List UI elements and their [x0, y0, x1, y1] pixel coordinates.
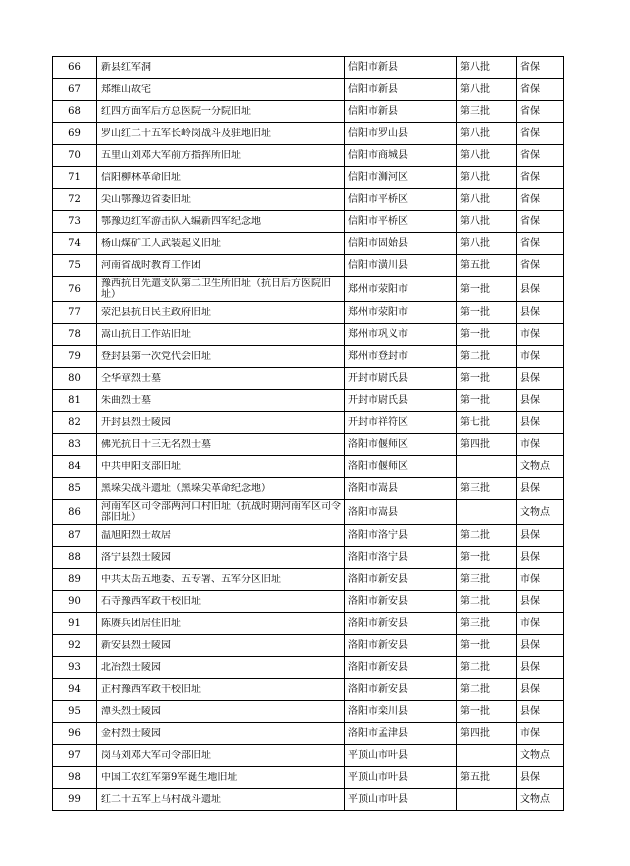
protection-level: 市保 — [517, 434, 564, 456]
site-name — [97, 500, 345, 525]
site-name-text: 陈赓兵团居住旧址 — [101, 618, 181, 629]
site-name — [97, 167, 345, 189]
protection-batch: 第八批 — [457, 145, 517, 167]
site-name — [97, 745, 345, 767]
protection-batch — [457, 789, 517, 811]
site-location: 信阳市罗山县 — [345, 123, 457, 145]
site-location: 洛阳市嵩县 — [345, 500, 457, 525]
table-row — [53, 591, 564, 613]
protection-batch: 第八批 — [457, 211, 517, 233]
site-name-text: 红二十五军上马村战斗遗址 — [101, 794, 221, 805]
site-location: 洛阳市新安县 — [345, 613, 457, 635]
site-location: 郑州市巩义市 — [345, 324, 457, 346]
site-location: 开封市尉氏县 — [345, 368, 457, 390]
protection-level: 省保 — [517, 189, 564, 211]
site-location: 郑州市登封市 — [345, 346, 457, 368]
site-name — [97, 255, 345, 277]
row-number: 93 — [53, 657, 97, 679]
protection-batch: 第二批 — [457, 525, 517, 547]
site-name-text: 新安县烈士陵园 — [101, 640, 171, 651]
site-location: 平顶山市叶县 — [345, 767, 457, 789]
table-row — [53, 390, 564, 412]
protection-batch: 第一批 — [457, 390, 517, 412]
protection-level: 省保 — [517, 145, 564, 167]
site-name-text: 河南军区司令部两河口村旧址（抗战时期河南军区司令部旧址） — [101, 501, 341, 523]
protection-level: 文物点 — [517, 789, 564, 811]
protection-level: 县保 — [517, 767, 564, 789]
protection-level: 省保 — [517, 101, 564, 123]
protection-batch: 第四批 — [457, 434, 517, 456]
protection-level: 省保 — [517, 233, 564, 255]
protection-level: 市保 — [517, 613, 564, 635]
row-number: 81 — [53, 390, 97, 412]
site-location: 洛阳市洛宁县 — [345, 547, 457, 569]
site-name-text: 新县红军洞 — [101, 62, 151, 73]
site-name — [97, 101, 345, 123]
site-name-text: 北冶烈士陵园 — [101, 662, 161, 673]
table-row — [53, 233, 564, 255]
site-name — [97, 123, 345, 145]
protection-level: 县保 — [517, 478, 564, 500]
protection-batch: 第一批 — [457, 701, 517, 723]
table-row — [53, 723, 564, 745]
site-name — [97, 723, 345, 745]
site-name-text: 石寺豫西军政干校旧址 — [101, 596, 201, 607]
site-name-text: 罗山红二十五军长岭岗战斗及驻地旧址 — [101, 128, 271, 139]
site-name — [97, 277, 345, 302]
row-number: 99 — [53, 789, 97, 811]
row-number: 86 — [53, 500, 97, 525]
row-number: 87 — [53, 525, 97, 547]
site-location: 信阳市潢川县 — [345, 255, 457, 277]
table-row — [53, 123, 564, 145]
row-number: 66 — [53, 57, 97, 79]
protection-batch: 第二批 — [457, 346, 517, 368]
site-name — [97, 635, 345, 657]
table-row — [53, 657, 564, 679]
site-location: 平顶山市叶县 — [345, 745, 457, 767]
site-name — [97, 569, 345, 591]
site-location: 信阳市固始县 — [345, 233, 457, 255]
row-number: 83 — [53, 434, 97, 456]
site-location: 信阳市浉河区 — [345, 167, 457, 189]
table-row — [53, 547, 564, 569]
table-row — [53, 500, 564, 525]
protection-batch — [457, 745, 517, 767]
table-row — [53, 255, 564, 277]
table-row — [53, 167, 564, 189]
protection-batch: 第二批 — [457, 657, 517, 679]
protection-batch: 第五批 — [457, 767, 517, 789]
site-name-text: 佛光抗日十三无名烈士墓 — [101, 439, 211, 450]
table-row — [53, 613, 564, 635]
protection-batch — [457, 456, 517, 478]
site-name — [97, 233, 345, 255]
table-row — [53, 789, 564, 811]
site-location: 洛阳市新安县 — [345, 591, 457, 613]
protection-batch: 第三批 — [457, 478, 517, 500]
site-location: 信阳市平桥区 — [345, 211, 457, 233]
protection-batch: 第一批 — [457, 302, 517, 324]
protection-batch: 第三批 — [457, 613, 517, 635]
protection-level: 县保 — [517, 657, 564, 679]
table-row — [53, 79, 564, 101]
protection-level: 县保 — [517, 277, 564, 302]
site-name-text: 郑维山故宅 — [101, 84, 151, 95]
protection-batch: 第一批 — [457, 324, 517, 346]
table-row — [53, 346, 564, 368]
table-row — [53, 767, 564, 789]
site-location: 信阳市商城县 — [345, 145, 457, 167]
site-name — [97, 547, 345, 569]
site-name-text: 鄂豫边红军游击队入编新四军纪念地 — [101, 216, 261, 227]
table-row — [53, 211, 564, 233]
site-name-text: 温旭阳烈士故居 — [101, 530, 171, 541]
site-name-text: 荥汜县抗日民主政府旧址 — [101, 307, 211, 318]
protection-batch: 第八批 — [457, 123, 517, 145]
protection-level: 省保 — [517, 255, 564, 277]
table-row — [53, 679, 564, 701]
protection-batch: 第一批 — [457, 368, 517, 390]
row-number: 82 — [53, 412, 97, 434]
site-name — [97, 79, 345, 101]
protection-level: 市保 — [517, 569, 564, 591]
row-number: 72 — [53, 189, 97, 211]
protection-batch: 第八批 — [457, 189, 517, 211]
row-number: 68 — [53, 101, 97, 123]
site-name-text: 中共太岳五地委、五专署、五军分区旧址 — [101, 574, 281, 585]
protection-level: 县保 — [517, 390, 564, 412]
site-name — [97, 412, 345, 434]
site-location: 洛阳市新安县 — [345, 635, 457, 657]
site-location: 信阳市新县 — [345, 57, 457, 79]
row-number: 69 — [53, 123, 97, 145]
protection-level: 县保 — [517, 701, 564, 723]
row-number: 90 — [53, 591, 97, 613]
site-location: 郑州市荥阳市 — [345, 302, 457, 324]
site-name-text: 尖山鄂豫边省委旧址 — [101, 194, 191, 205]
site-location: 开封市祥符区 — [345, 412, 457, 434]
row-number: 74 — [53, 233, 97, 255]
site-name-text: 河南省战时教育工作团 — [101, 260, 201, 271]
site-location: 洛阳市偃师区 — [345, 434, 457, 456]
site-name-text: 红四方面军后方总医院一分院旧址 — [101, 106, 251, 117]
protection-level: 文物点 — [517, 745, 564, 767]
protection-batch: 第二批 — [457, 679, 517, 701]
site-name — [97, 789, 345, 811]
table-row — [53, 701, 564, 723]
site-name — [97, 211, 345, 233]
site-name — [97, 189, 345, 211]
site-name-text: 洛宁县烈士陵园 — [101, 552, 171, 563]
table-row — [53, 412, 564, 434]
site-name — [97, 478, 345, 500]
site-name — [97, 368, 345, 390]
protection-level: 县保 — [517, 525, 564, 547]
row-number: 76 — [53, 277, 97, 302]
protection-level: 市保 — [517, 723, 564, 745]
protection-level: 市保 — [517, 324, 564, 346]
site-name — [97, 434, 345, 456]
table-row — [53, 525, 564, 547]
sites-table — [52, 56, 564, 811]
site-name — [97, 324, 345, 346]
table-row — [53, 635, 564, 657]
row-number: 96 — [53, 723, 97, 745]
site-name — [97, 657, 345, 679]
site-name — [97, 456, 345, 478]
site-name-text: 黑垛尖战斗遗址（黑垛尖革命纪念地） — [101, 483, 271, 494]
site-name-text: 仝华章烈士墓 — [101, 373, 161, 384]
protection-level: 省保 — [517, 211, 564, 233]
row-number: 88 — [53, 547, 97, 569]
site-name — [97, 57, 345, 79]
protection-batch: 第八批 — [457, 57, 517, 79]
table-row — [53, 456, 564, 478]
row-number: 98 — [53, 767, 97, 789]
row-number: 92 — [53, 635, 97, 657]
protection-batch: 第三批 — [457, 101, 517, 123]
row-number: 94 — [53, 679, 97, 701]
site-name-text: 朱曲烈士墓 — [101, 395, 151, 406]
site-name — [97, 701, 345, 723]
site-name-text: 岗马刘邓大军司令部旧址 — [101, 750, 211, 761]
protection-level: 省保 — [517, 57, 564, 79]
table-row — [53, 145, 564, 167]
protection-level: 县保 — [517, 412, 564, 434]
site-location: 信阳市平桥区 — [345, 189, 457, 211]
site-name — [97, 767, 345, 789]
site-location: 洛阳市嵩县 — [345, 478, 457, 500]
row-number: 80 — [53, 368, 97, 390]
site-name-text: 豫西抗日先遣支队第二卫生所旧址（抗日后方医院旧址） — [101, 278, 331, 300]
row-number: 91 — [53, 613, 97, 635]
table-row — [53, 434, 564, 456]
site-location: 洛阳市新安县 — [345, 657, 457, 679]
site-name-text: 中共申阳支部旧址 — [101, 461, 181, 472]
heritage-sites-table — [52, 56, 563, 811]
protection-level: 省保 — [517, 167, 564, 189]
row-number: 73 — [53, 211, 97, 233]
protection-level: 文物点 — [517, 500, 564, 525]
row-number: 97 — [53, 745, 97, 767]
site-name-text: 杨山煤矿工人武装起义旧址 — [101, 238, 221, 249]
site-name-text: 开封县烈士陵园 — [101, 417, 171, 428]
site-location: 洛阳市孟津县 — [345, 723, 457, 745]
protection-batch: 第七批 — [457, 412, 517, 434]
site-name — [97, 591, 345, 613]
protection-level: 文物点 — [517, 456, 564, 478]
table-row — [53, 324, 564, 346]
row-number: 89 — [53, 569, 97, 591]
row-number: 78 — [53, 324, 97, 346]
site-location: 信阳市新县 — [345, 79, 457, 101]
protection-level: 县保 — [517, 547, 564, 569]
protection-batch — [457, 500, 517, 525]
site-location: 平顶山市叶县 — [345, 789, 457, 811]
table-row — [53, 368, 564, 390]
site-name — [97, 613, 345, 635]
site-name-text: 金村烈士陵园 — [101, 728, 161, 739]
protection-batch: 第五批 — [457, 255, 517, 277]
protection-batch: 第八批 — [457, 167, 517, 189]
protection-batch: 第一批 — [457, 547, 517, 569]
table-row — [53, 302, 564, 324]
row-number: 85 — [53, 478, 97, 500]
site-name — [97, 525, 345, 547]
table-row — [53, 745, 564, 767]
table-row — [53, 569, 564, 591]
protection-batch: 第一批 — [457, 277, 517, 302]
table-row — [53, 57, 564, 79]
table-row — [53, 189, 564, 211]
protection-batch: 第八批 — [457, 79, 517, 101]
site-location: 洛阳市栾川县 — [345, 701, 457, 723]
site-location: 信阳市新县 — [345, 101, 457, 123]
table-body — [53, 57, 564, 811]
site-name-text: 中国工农红军第9军诞生地旧址 — [101, 772, 238, 783]
row-number: 67 — [53, 79, 97, 101]
protection-level: 县保 — [517, 635, 564, 657]
site-location: 洛阳市新安县 — [345, 569, 457, 591]
site-location: 郑州市荥阳市 — [345, 277, 457, 302]
site-location: 洛阳市偃师区 — [345, 456, 457, 478]
site-name-text: 嵩山抗日工作站旧址 — [101, 329, 191, 340]
site-name-text: 正村豫西军政干校旧址 — [101, 684, 201, 695]
site-location: 开封市尉氏县 — [345, 390, 457, 412]
protection-level: 县保 — [517, 591, 564, 613]
row-number: 70 — [53, 145, 97, 167]
row-number: 79 — [53, 346, 97, 368]
row-number: 95 — [53, 701, 97, 723]
table-row — [53, 101, 564, 123]
protection-batch: 第三批 — [457, 569, 517, 591]
protection-batch: 第二批 — [457, 591, 517, 613]
protection-level: 县保 — [517, 679, 564, 701]
site-name-text: 信阳柳林革命旧址 — [101, 172, 181, 183]
protection-level: 市保 — [517, 346, 564, 368]
site-name-text: 登封县第一次党代会旧址 — [101, 351, 211, 362]
table-row — [53, 478, 564, 500]
site-name-text: 五里山刘邓大军前方指挥所旧址 — [101, 150, 241, 161]
site-location: 洛阳市洛宁县 — [345, 525, 457, 547]
protection-level: 省保 — [517, 123, 564, 145]
site-name-text: 潭头烈士陵园 — [101, 706, 161, 717]
protection-level: 县保 — [517, 368, 564, 390]
site-name — [97, 390, 345, 412]
row-number: 77 — [53, 302, 97, 324]
row-number: 71 — [53, 167, 97, 189]
site-location: 洛阳市新安县 — [345, 679, 457, 701]
protection-batch: 第一批 — [457, 635, 517, 657]
row-number: 84 — [53, 456, 97, 478]
site-name — [97, 346, 345, 368]
protection-level: 省保 — [517, 79, 564, 101]
table-row — [53, 277, 564, 302]
row-number: 75 — [53, 255, 97, 277]
protection-level: 县保 — [517, 302, 564, 324]
site-name — [97, 679, 345, 701]
protection-batch: 第四批 — [457, 723, 517, 745]
site-name — [97, 302, 345, 324]
protection-batch: 第八批 — [457, 233, 517, 255]
site-name — [97, 145, 345, 167]
